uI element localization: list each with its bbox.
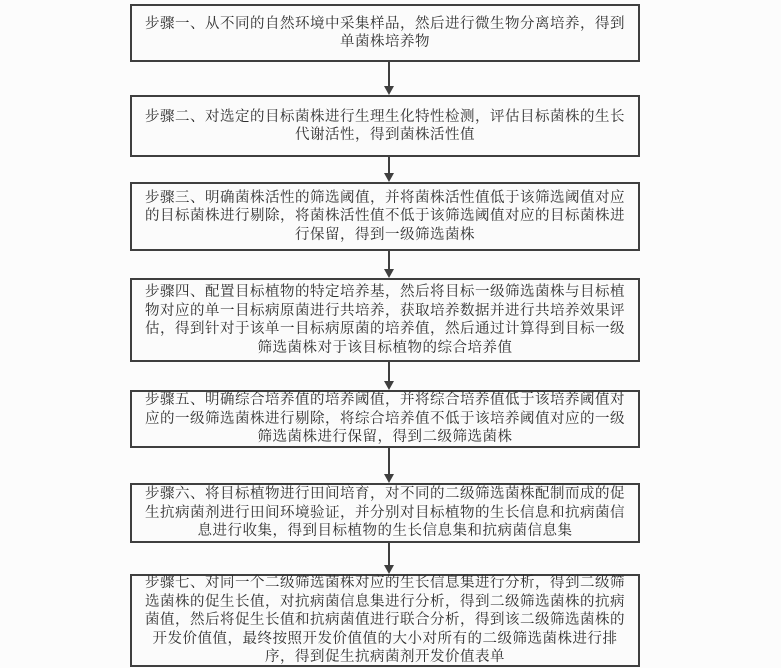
down-arrow-5 bbox=[383, 448, 395, 483]
arrow-shaft bbox=[388, 362, 390, 382]
down-arrow-1 bbox=[383, 62, 395, 95]
down-arrow-3 bbox=[383, 251, 395, 278]
arrow-shaft bbox=[388, 543, 390, 566]
down-arrow-4 bbox=[383, 362, 395, 390]
arrow-head-icon bbox=[384, 474, 394, 483]
arrow-head-icon bbox=[384, 269, 394, 278]
arrow-head-icon bbox=[384, 86, 394, 95]
down-arrow-2 bbox=[383, 157, 395, 182]
arrow-head-icon bbox=[384, 381, 394, 390]
arrow-head-icon bbox=[384, 173, 394, 182]
arrow-shaft bbox=[388, 448, 390, 475]
step-box-7: 步骤七、对同一个二级筛选菌株对应的生长信息集进行分析，得到二级筛选菌株的促生长值，对抗病菌信息集进行分析，得到二级筛选菌株的抗病菌值，然后将促生长值和抗病菌值进行联合分析，得到该二级筛选菌株的开发价值值，最终按照开发价值值的大小对所有的二级筛选菌株进行排序，得到促生抗病菌剂开发价值表单 bbox=[130, 574, 640, 667]
arrow-shaft bbox=[388, 157, 390, 174]
step-box-3: 步骤三、明确菌株活性的筛选阈值，并将菌株活性值低于该筛选阈值对应的目标菌株进行剔除，将菌株活性值不低于该筛选阈值对应的目标菌株进行保留，得到一级筛选菌株 bbox=[130, 182, 640, 251]
arrow-head-icon bbox=[384, 565, 394, 574]
arrow-shaft bbox=[388, 251, 390, 270]
step-box-4: 步骤四、配置目标植物的特定培养基，然后将目标一级筛选菌株与目标植物对应的单一目标病原菌进行共培养，获取培养数据并进行共培养效果评估，得到针对于该单一目标病原菌的培养值，然后通过计算得到目标一级筛选菌株对于该目标植物的综合培养值 bbox=[130, 278, 640, 362]
arrow-shaft bbox=[388, 62, 390, 87]
down-arrow-6 bbox=[383, 543, 395, 574]
step-box-2: 步骤二、对选定的目标菌株进行生理生化特性检测，评估目标菌株的生长代谢活性，得到菌株活性值 bbox=[130, 95, 640, 157]
step-box-5: 步骤五、明确综合培养值的培养阈值，并将综合培养值低于该培养阈值对应的一级筛选菌株进行剔除，将综合培养值不低于该培养阈值对应的一级筛选菌株进行保留，得到二级筛选菌株 bbox=[130, 390, 640, 448]
step-box-1: 步骤一、从不同的自然环境中采集样品，然后进行微生物分离培养，得到单菌株培养物 bbox=[130, 4, 640, 62]
step-box-6: 步骤六、将目标植物进行田间培育，对不同的二级筛选菌株配制而成的促生抗病菌剂进行田间环境验证，并分别对目标植物的生长信息和抗病菌信息进行收集，得到目标植物的生长信息集和抗病菌信息集 bbox=[130, 483, 640, 543]
